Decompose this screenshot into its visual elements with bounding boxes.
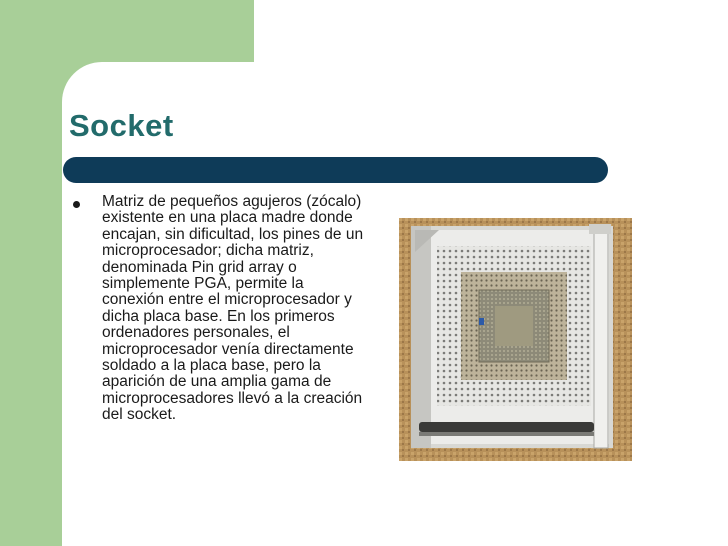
slide-title: Socket: [69, 108, 174, 143]
bullet-icon: [73, 201, 80, 208]
cpu-socket-photo: [399, 218, 632, 461]
bullet-text: Matriz de pequeños agujeros (zócalo) existente en una placa madre donde encajan, sin dificultad, los pines de un microprocesador; dicha matriz, denominada Pin grid array o simplemente PGA, permite la conexión entre el microprocesador y dicha placa base. En los primeros ordenadores personales, el microprocesador venía directamente soldado a la placa base, pero la aparición de una amplia gama de microprocesadores llevó a la creación del socket.: [102, 193, 364, 424]
title-underline-bar: [63, 157, 608, 183]
